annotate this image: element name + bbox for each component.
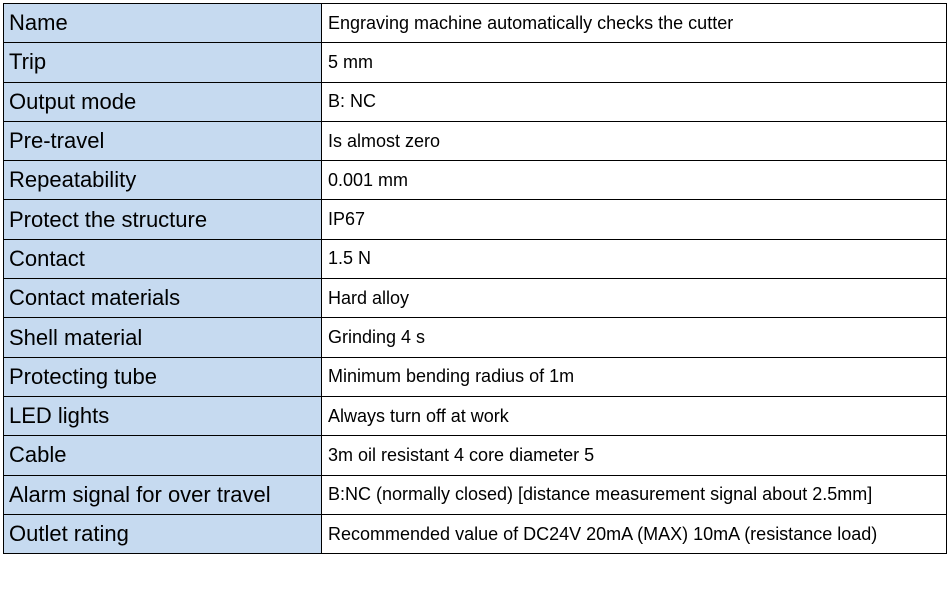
spec-value: Hard alloy (322, 279, 947, 318)
table-row (4, 161, 947, 200)
spec-value: Minimum bending radius of 1m (322, 357, 947, 396)
spec-value: Grinding 4 s (322, 318, 947, 357)
table-row (4, 121, 947, 160)
table-row (4, 239, 947, 278)
spec-label: Contact (4, 239, 322, 278)
table-row (4, 279, 947, 318)
spec-table (3, 3, 947, 554)
spec-value: 5 mm (322, 43, 947, 82)
spec-label: Shell material (4, 318, 322, 357)
table-row (4, 514, 947, 553)
spec-label: Cable (4, 436, 322, 475)
spec-label: LED lights (4, 396, 322, 435)
table-row (4, 396, 947, 435)
spec-value: 0.001 mm (322, 161, 947, 200)
spec-label: Contact materials (4, 279, 322, 318)
table-row (4, 475, 947, 514)
spec-label: Protect the structure (4, 200, 322, 239)
spec-value: Always turn off at work (322, 396, 947, 435)
table-row (4, 436, 947, 475)
spec-value: 3m oil resistant 4 core diameter 5 (322, 436, 947, 475)
spec-label: Trip (4, 43, 322, 82)
table-row (4, 4, 947, 43)
spec-label: Name (4, 4, 322, 43)
spec-label: Pre-travel (4, 121, 322, 160)
spec-label: Alarm signal for over travel (4, 475, 322, 514)
spec-value: B:NC (normally closed) [distance measurement signal about 2.5mm] (322, 475, 947, 514)
spec-value: Engraving machine automatically checks the cutter (322, 4, 947, 43)
table-row (4, 82, 947, 121)
spec-value: Is almost zero (322, 121, 947, 160)
spec-label: Output mode (4, 82, 322, 121)
table-row (4, 318, 947, 357)
spec-value: IP67 (322, 200, 947, 239)
spec-value: Recommended value of DC24V 20mA (MAX) 10mA (resistance load) (322, 514, 947, 553)
spec-label: Repeatability (4, 161, 322, 200)
spec-label: Outlet rating (4, 514, 322, 553)
table-row (4, 357, 947, 396)
spec-label: Protecting tube (4, 357, 322, 396)
spec-table-body (4, 4, 947, 554)
spec-value: B: NC (322, 82, 947, 121)
spec-value: 1.5 N (322, 239, 947, 278)
table-row (4, 43, 947, 82)
table-row (4, 200, 947, 239)
